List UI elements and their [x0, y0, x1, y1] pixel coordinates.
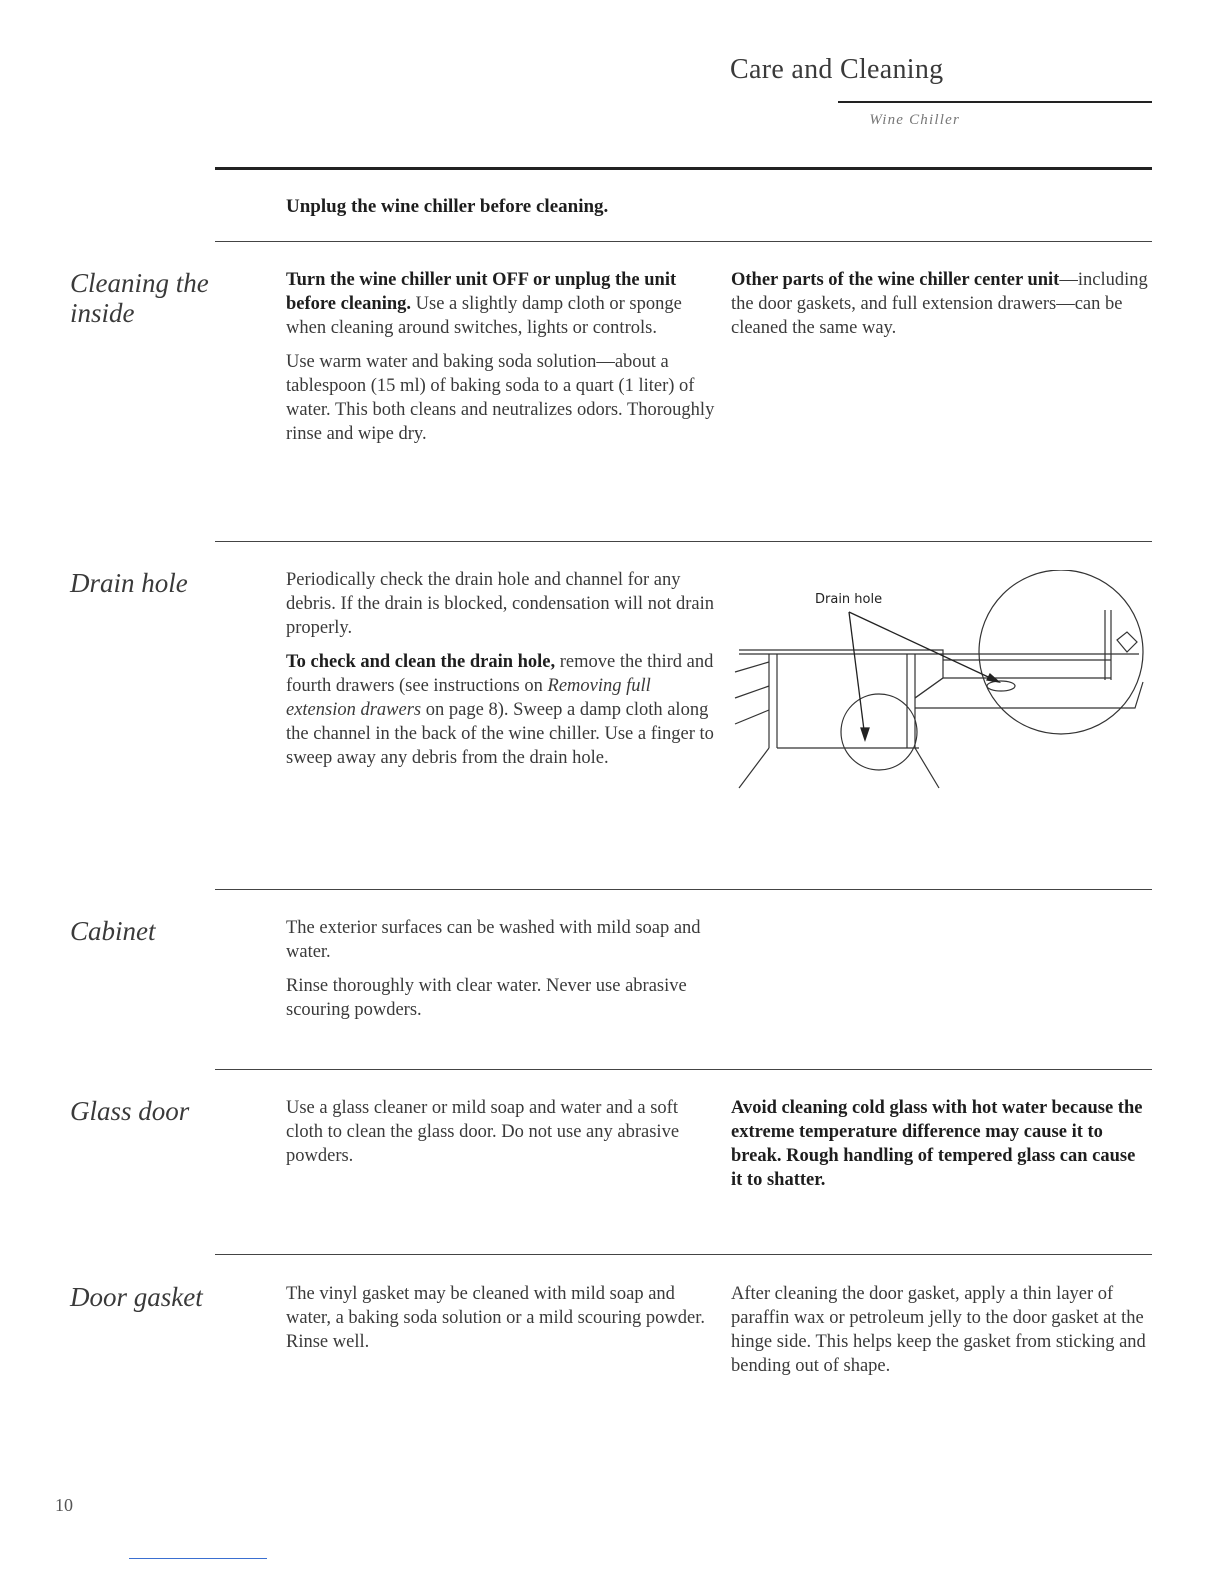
section-title-drain-hole: Drain hole — [70, 568, 188, 598]
cleaning-inside-col1 — [286, 268, 716, 456]
cabinet-p1: The exterior surfaces can be washed with mild soap and water. — [286, 918, 701, 962]
section-title-cabinet: Cabinet — [70, 916, 156, 946]
divider — [215, 1069, 1152, 1070]
zoom-circle-small — [841, 694, 917, 770]
header-rule — [838, 101, 1152, 103]
divider — [215, 241, 1152, 242]
glass-door-col1 — [286, 1096, 716, 1178]
inside-other-parts-bold: Other parts of the wine chiller center unit — [731, 270, 1060, 290]
gasket-p1: The vinyl gasket may be cleaned with mild soap and water, a baking soda solution or a mild scouring powder. Rinse well. — [286, 1284, 706, 1352]
drain-hole-diagram — [731, 570, 1153, 790]
page-title: Care and Cleaning — [730, 54, 944, 85]
divider — [215, 889, 1152, 890]
drain-check-bold: To check and clean the drain hole, — [286, 652, 556, 672]
glass-p1: Use a glass cleaner or mild soap and water and a soft cloth to clean the glass door. Do not use any abrasive powders. — [286, 1098, 680, 1166]
page-number: 10 — [55, 1495, 73, 1515]
inside-p2: Use warm water and baking soda solution—about a tablespoon (15 ml) of baking soda to a quart (1 liter) of water. This both cleans and neutralizes odors. Thoroughly rinse and wipe dry. — [286, 352, 715, 444]
inside-other-parts-text: —including the door gaskets, and full extension drawers—can be cleaned the same way. — [731, 270, 1148, 338]
hinge-detail — [1105, 610, 1137, 680]
inside-p1-text: Use a slightly damp cloth or sponge when cleaning around switches, lights or controls. — [286, 294, 682, 338]
drain-hole-mark — [987, 681, 1015, 691]
drain-hole-pointers — [849, 612, 999, 740]
divider — [215, 541, 1152, 542]
section-title-cleaning-inside: Cleaning the inside — [70, 268, 209, 328]
drain-hole-col1 — [286, 568, 716, 780]
footer-rule — [129, 1558, 267, 1559]
section-title-glass-door: Glass door — [70, 1096, 190, 1126]
divider — [215, 1254, 1152, 1255]
cabinet-col1 — [286, 916, 716, 1032]
drain-p1: Periodically check the drain hole and channel for any debris. If the drain is blocked, condensation will not drain properly. — [286, 570, 714, 638]
section-title-door-gasket: Door gasket — [70, 1282, 203, 1312]
drain-p2-text1: remove the third and fourth drawers (see instructions on — [286, 652, 714, 696]
drain-reference-italic: Removing full extension drawers — [286, 676, 651, 720]
glass-door-col2 — [731, 1096, 1151, 1202]
inside-warning-bold: Turn the wine chiller unit OFF or unplug the unit before cleaning. — [286, 270, 677, 314]
door-gasket-col2 — [731, 1282, 1151, 1388]
cabinet-outline — [735, 650, 1143, 788]
drain-p2-text2: on page 8). Sweep a damp cloth along the channel in the back of the wine chiller. Use a finger to sweep away any debris from the drain hole. — [286, 700, 714, 768]
diagram-label-drain-hole: Drain hole — [815, 592, 883, 607]
door-gasket-col1 — [286, 1282, 716, 1364]
gasket-p2: After cleaning the door gasket, apply a thin layer of paraffin wax or petroleum jelly to the door gasket at the hinge side. This helps keep the gasket from sticking and bending out of shape. — [731, 1284, 1146, 1376]
lead-warning: Unplug the wine chiller before cleaning. — [286, 196, 609, 217]
page-subtitle: Wine Chiller — [869, 112, 960, 128]
zoom-circle-large — [979, 570, 1143, 734]
top-divider — [215, 167, 1152, 170]
glass-warning-bold: Avoid cleaning cold glass with hot water because the extreme temperature difference may cause it to break. Rough handling of tempered glass can cause it to shatter. — [731, 1098, 1143, 1190]
cabinet-p2: Rinse thoroughly with clear water. Never use abrasive scouring powders. — [286, 976, 687, 1020]
cleaning-inside-col2 — [731, 268, 1151, 350]
